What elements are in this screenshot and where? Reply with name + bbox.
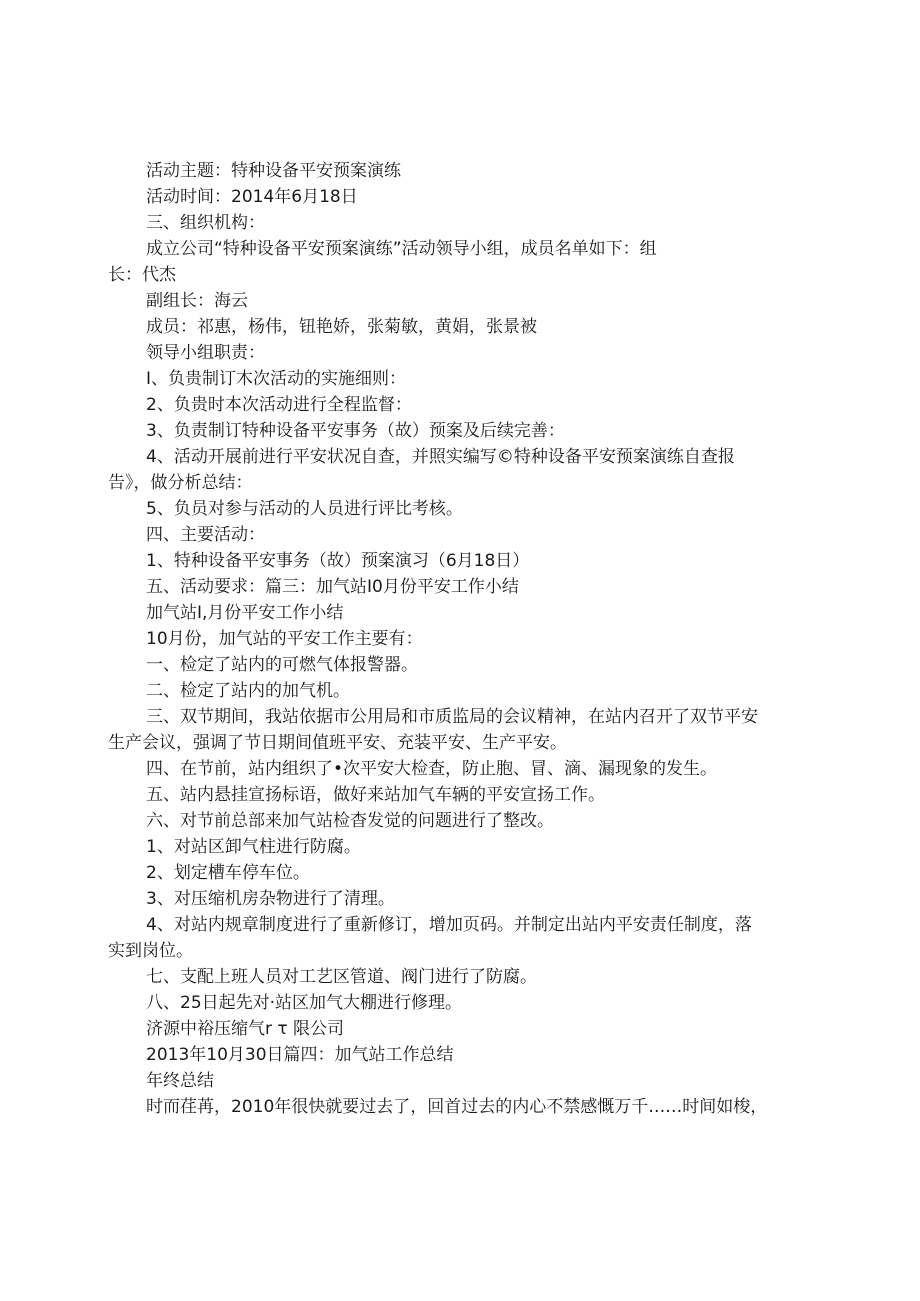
list-item-duty-2: 2、负贵时本次活动进行全程监督：: [146, 395, 412, 415]
text-line-members: 成员：祁惠，杨伟，钮艳娇，张菊敏，黄娟，张景被: [146, 317, 537, 337]
text-line-activity-theme: 活动主题：特种设备平安预案演练: [146, 161, 401, 181]
text-line-activity-time: 活动时间：2014年6月18日: [146, 187, 358, 207]
section-heading-requirements: 五、活动要求：篇三：加气站I0月份平安工作小结: [146, 577, 519, 597]
list-item-rectify-1: 1、对站区卸气柱进行防腐。: [146, 837, 361, 857]
document-page: [108, 158, 808, 1120]
section-heading-main-activities: 四、主要活动：: [146, 525, 265, 545]
text-line-date-section-four: 2013年10月30日篇四：加气站工作总结: [146, 1045, 454, 1065]
list-item-duty-4: 4、活动开展前进行平安状况自查，并照实编写©特种设备平安预案演练自查报: [146, 447, 735, 467]
text-line-duties-heading: 领导小组职责：: [146, 343, 265, 363]
list-item-work-3-continued: 生产会议，强调了节日期间值班平安、充装平安、生产平安。: [108, 733, 567, 753]
list-item-rectify-4: 4、对站内规章制度进行了重新修订，增加页码。并制定出站内平安责任制度，落: [146, 915, 752, 935]
text-line-year-end-summary: 年终总结: [146, 1071, 214, 1091]
list-item-duty-3: 3、负责制订特种设备平安事务（故）预案及后续完善：: [146, 421, 565, 441]
list-item-activity-1: 1、特种设备平安事务（故）预案演习（6月18日）: [146, 551, 530, 571]
list-item-duty-1: I、负贵制订木次活动的实施细则：: [146, 369, 407, 389]
list-item-work-5: 五、站内悬挂宣扬标语，做好来站加气车辆的平安宣扬工作。: [146, 785, 605, 805]
list-item-work-6: 六、对节前总部来加气站检杳发觉的问题进行了整改。: [146, 811, 554, 831]
list-item-rectify-4-continued: 实到岗位。: [108, 941, 193, 961]
text-line-october-intro: 10月份，加气站的平安工作主要有：: [146, 629, 423, 649]
text-line-company-name: 济源中裕压缩气r τ 限公司: [146, 1019, 345, 1039]
list-item-rectify-3: 3、对压缩机房杂物进行了清理。: [146, 889, 395, 909]
list-item-work-2: 二、检定了站内的加气机。: [146, 681, 350, 701]
text-line-closing-paragraph: 时而荏苒，2010年很快就要过去了，回首过去的内心不禁感慨万千……时间如梭，: [146, 1097, 768, 1117]
text-line-summary-title: 加气站I,月份平安工作小结: [146, 603, 344, 623]
text-line-leadership-group: 成立公司“特种设备平安预案演练”活动领导小组，成员名单如下：组: [146, 239, 657, 259]
list-item-work-4: 四、在节前，站内组织了•次平安大检查，防止胞、冒、滴、漏现象的发生。: [146, 759, 718, 779]
list-item-work-7: 七、支配上班人员对工艺区管道、阀门进行了防腐。: [146, 967, 537, 987]
list-item-rectify-2: 2、划定槽车停车位。: [146, 863, 310, 883]
section-heading-organization: 三、组织机构：: [146, 213, 265, 233]
list-item-work-8: 八、25日起先对·站区加气大棚进行修理。: [146, 993, 463, 1013]
list-item-duty-4-continued: 告》，做分析总结：: [108, 473, 253, 493]
text-line-deputy-leader: 副组长：海云: [146, 291, 248, 311]
list-item-duty-5: 5、负员对参与活动的人员进行评比考核。: [146, 499, 463, 519]
text-line-group-leader: 长：代杰: [108, 265, 176, 285]
list-item-work-3: 三、双节期间，我站依据市公用局和市质监局的会议精神，在站内召开了双节平安: [146, 707, 758, 727]
list-item-work-1: 一、检定了站内的可燃气体报警器。: [146, 655, 418, 675]
